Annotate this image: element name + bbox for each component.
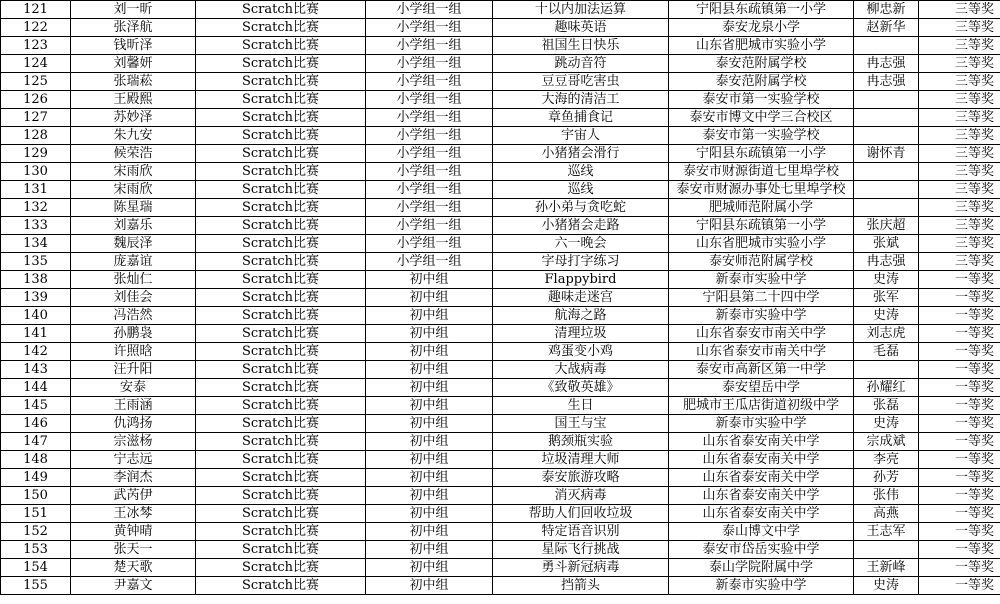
work-title-cell: 鹅颈瓶实验 [493,433,669,451]
competition-cell: Scratch比赛 [196,487,366,505]
student-name-cell: 宋雨欣 [71,163,196,181]
table-row [1,55,1000,73]
award-cell: 一等奖 [919,577,1000,595]
group-cell: 小学组一组 [366,253,493,271]
award-cell: 一等奖 [919,343,1000,361]
work-title-cell: 国王与宝 [493,415,669,433]
row-number-cell: 129 [1,145,71,163]
row-number-cell: 130 [1,163,71,181]
table-row [1,253,1000,271]
teacher-cell: 宗成斌 [854,433,919,451]
teacher-cell: 史涛 [854,307,919,325]
competition-cell: Scratch比赛 [196,343,366,361]
row-number-cell: 140 [1,307,71,325]
table-row [1,145,1000,163]
competition-cell: Scratch比赛 [196,109,366,127]
competition-cell: Scratch比赛 [196,163,366,181]
teacher-cell [854,91,919,109]
competition-cell: Scratch比赛 [196,199,366,217]
work-title-cell: 巡线 [493,181,669,199]
row-number-cell: 150 [1,487,71,505]
teacher-cell: 刘志虎 [854,325,919,343]
work-title-cell: 十以内加法运算 [493,1,669,19]
competition-cell: Scratch比赛 [196,379,366,397]
school-cell: 泰安望岳中学 [669,379,854,397]
award-cell: 三等奖 [919,199,1000,217]
student-name-cell: 张瑞菘 [71,73,196,91]
student-name-cell: 刘嘉乐 [71,217,196,235]
student-name-cell: 安泰 [71,379,196,397]
student-name-cell: 尹嘉文 [71,577,196,595]
school-cell: 宁阳县东疏镇第一小学 [669,1,854,19]
work-title-cell: 章鱼捕食记 [493,109,669,127]
student-name-cell: 候荣浩 [71,145,196,163]
group-cell: 小学组一组 [366,1,493,19]
school-cell: 新泰市实验中学 [669,271,854,289]
competition-cell: Scratch比赛 [196,253,366,271]
competition-cell: Scratch比赛 [196,523,366,541]
school-cell: 肥城市王瓜店街道初级中学 [669,397,854,415]
award-cell: 三等奖 [919,181,1000,199]
row-number-cell: 132 [1,199,71,217]
student-name-cell: 孙鹏袅 [71,325,196,343]
student-name-cell: 宁志远 [71,451,196,469]
row-number-cell: 123 [1,37,71,55]
student-name-cell: 陈星瑞 [71,199,196,217]
group-cell: 小学组一组 [366,73,493,91]
school-cell: 新泰市实验中学 [669,415,854,433]
table-row [1,127,1000,145]
row-number-cell: 154 [1,559,71,577]
competition-cell: Scratch比赛 [196,127,366,145]
table-row [1,37,1000,55]
teacher-cell: 张伟 [854,487,919,505]
group-cell: 初中组 [366,271,493,289]
award-cell: 一等奖 [919,505,1000,523]
award-cell: 一等奖 [919,451,1000,469]
work-title-cell: 泰安旅游攻略 [493,469,669,487]
award-cell: 三等奖 [919,19,1000,37]
competition-cell: Scratch比赛 [196,505,366,523]
row-number-cell: 124 [1,55,71,73]
student-name-cell: 王冰棽 [71,505,196,523]
school-cell: 泰安范附属学校 [669,55,854,73]
teacher-cell: 毛磊 [854,343,919,361]
competition-cell: Scratch比赛 [196,451,366,469]
table-row [1,1,1000,19]
row-number-cell: 134 [1,235,71,253]
row-number-cell: 128 [1,127,71,145]
award-cell: 三等奖 [919,37,1000,55]
competition-cell: Scratch比赛 [196,415,366,433]
group-cell: 小学组一组 [366,91,493,109]
work-title-cell: 宇宙人 [493,127,669,145]
row-number-cell: 125 [1,73,71,91]
row-number-cell: 149 [1,469,71,487]
award-cell: 一等奖 [919,379,1000,397]
group-cell: 初中组 [366,307,493,325]
school-cell: 泰安龙泉小学 [669,19,854,37]
table-row [1,163,1000,181]
teacher-cell: 史涛 [854,577,919,595]
award-cell: 一等奖 [919,487,1000,505]
group-cell: 初中组 [366,325,493,343]
table-row [1,361,1000,379]
table-row [1,541,1000,559]
competition-cell: Scratch比赛 [196,469,366,487]
table-row [1,271,1000,289]
school-cell: 宁阳县东疏镇第一小学 [669,217,854,235]
row-number-cell: 151 [1,505,71,523]
row-number-cell: 153 [1,541,71,559]
student-name-cell: 许照晗 [71,343,196,361]
student-name-cell: 汪升阳 [71,361,196,379]
group-cell: 初中组 [366,541,493,559]
work-title-cell: 帮助人们回收垃圾 [493,505,669,523]
group-cell: 小学组一组 [366,37,493,55]
school-cell: 新泰市实验中学 [669,307,854,325]
competition-cell: Scratch比赛 [196,397,366,415]
award-cell: 三等奖 [919,145,1000,163]
group-cell: 小学组一组 [366,199,493,217]
row-number-cell: 155 [1,577,71,595]
table-row [1,343,1000,361]
competition-cell: Scratch比赛 [196,37,366,55]
award-cell: 三等奖 [919,235,1000,253]
school-cell: 山东省泰安南关中学 [669,451,854,469]
student-name-cell: 朱九安 [71,127,196,145]
school-cell: 泰安市博文中学三合校区 [669,109,854,127]
work-title-cell: 垃圾清理大师 [493,451,669,469]
school-cell: 泰安市财源街道七里埠学校 [669,163,854,181]
award-cell: 一等奖 [919,361,1000,379]
teacher-cell [854,361,919,379]
table-row [1,325,1000,343]
table-row [1,307,1000,325]
award-cell: 三等奖 [919,163,1000,181]
award-cell: 一等奖 [919,307,1000,325]
teacher-cell: 冉志强 [854,55,919,73]
school-cell: 宁阳县第二十四中学 [669,289,854,307]
school-cell: 山东省泰安市南关中学 [669,325,854,343]
group-cell: 初中组 [366,289,493,307]
teacher-cell: 柳忠新 [854,1,919,19]
award-cell: 一等奖 [919,433,1000,451]
row-number-cell: 148 [1,451,71,469]
student-name-cell: 王殿熙 [71,91,196,109]
row-number-cell: 126 [1,91,71,109]
group-cell: 初中组 [366,505,493,523]
award-cell: 三等奖 [919,127,1000,145]
teacher-cell: 冉志强 [854,253,919,271]
award-cell: 一等奖 [919,469,1000,487]
row-number-cell: 152 [1,523,71,541]
teacher-cell: 王志军 [854,523,919,541]
table-row [1,577,1000,595]
row-number-cell: 146 [1,415,71,433]
work-title-cell: Flappybird [493,271,669,289]
teacher-cell [854,163,919,181]
table-row [1,289,1000,307]
teacher-cell [854,37,919,55]
teacher-cell: 高燕 [854,505,919,523]
row-number-cell: 121 [1,1,71,19]
row-number-cell: 122 [1,19,71,37]
work-title-cell: 巡线 [493,163,669,181]
award-cell: 三等奖 [919,91,1000,109]
student-name-cell: 宋雨欣 [71,181,196,199]
school-cell: 山东省泰安市南关中学 [669,343,854,361]
row-number-cell: 142 [1,343,71,361]
student-name-cell: 武芮伊 [71,487,196,505]
student-name-cell: 张灿仁 [71,271,196,289]
group-cell: 小学组一组 [366,217,493,235]
award-cell: 三等奖 [919,217,1000,235]
group-cell: 小学组一组 [366,235,493,253]
row-number-cell: 147 [1,433,71,451]
row-number-cell: 138 [1,271,71,289]
work-title-cell: 小猪猪会走路 [493,217,669,235]
teacher-cell [854,199,919,217]
school-cell: 山东省肥城市实验小学 [669,37,854,55]
student-name-cell: 刘佳会 [71,289,196,307]
competition-cell: Scratch比赛 [196,145,366,163]
row-number-cell: 133 [1,217,71,235]
award-cell: 一等奖 [919,541,1000,559]
group-cell: 初中组 [366,577,493,595]
student-name-cell: 宗滋杨 [71,433,196,451]
award-cell: 三等奖 [919,55,1000,73]
group-cell: 初中组 [366,451,493,469]
competition-cell: Scratch比赛 [196,55,366,73]
award-cell: 三等奖 [919,109,1000,127]
table-row [1,73,1000,91]
competition-cell: Scratch比赛 [196,19,366,37]
row-number-cell: 144 [1,379,71,397]
award-cell: 三等奖 [919,253,1000,271]
student-name-cell: 黄钟晴 [71,523,196,541]
row-number-cell: 135 [1,253,71,271]
award-cell: 一等奖 [919,559,1000,577]
competition-cell: Scratch比赛 [196,559,366,577]
school-cell: 泰安范附属学校 [669,73,854,91]
school-cell: 宁阳县东疏镇第一小学 [669,145,854,163]
table-row [1,523,1000,541]
student-name-cell: 刘馨妍 [71,55,196,73]
student-name-cell: 楚天歌 [71,559,196,577]
student-name-cell: 张泽航 [71,19,196,37]
teacher-cell: 王新峰 [854,559,919,577]
competition-cell: Scratch比赛 [196,577,366,595]
award-cell: 一等奖 [919,271,1000,289]
work-title-cell: 鸡蛋变小鸡 [493,343,669,361]
work-title-cell: 祖国生日快乐 [493,37,669,55]
competition-cell: Scratch比赛 [196,1,366,19]
group-cell: 初中组 [366,523,493,541]
table-row [1,415,1000,433]
work-title-cell: 清理垃圾 [493,325,669,343]
school-cell: 肥城师范附属小学 [669,199,854,217]
school-cell: 山东省泰安南关中学 [669,487,854,505]
table-row [1,181,1000,199]
school-cell: 泰山学院附属中学 [669,559,854,577]
student-name-cell: 苏妙泽 [71,109,196,127]
school-cell: 泰安市财源办事处七里埠学校 [669,181,854,199]
work-title-cell: 星际飞行挑战 [493,541,669,559]
row-number-cell: 143 [1,361,71,379]
group-cell: 初中组 [366,361,493,379]
table-row [1,469,1000,487]
work-title-cell: 航海之路 [493,307,669,325]
school-cell: 泰安市高新区第一中学 [669,361,854,379]
student-name-cell: 王雨涵 [71,397,196,415]
competition-cell: Scratch比赛 [196,361,366,379]
award-cell: 三等奖 [919,73,1000,91]
school-cell: 泰安市岱岳实验中学 [669,541,854,559]
table-row [1,91,1000,109]
student-name-cell: 魏辰泽 [71,235,196,253]
work-title-cell: 六一晚会 [493,235,669,253]
award-cell: 一等奖 [919,397,1000,415]
table-row [1,199,1000,217]
teacher-cell: 张军 [854,289,919,307]
group-cell: 初中组 [366,433,493,451]
group-cell: 初中组 [366,397,493,415]
school-cell: 山东省泰安南关中学 [669,505,854,523]
row-number-cell: 139 [1,289,71,307]
competition-cell: Scratch比赛 [196,307,366,325]
teacher-cell [854,541,919,559]
group-cell: 初中组 [366,343,493,361]
competition-cell: Scratch比赛 [196,325,366,343]
table-row [1,235,1000,253]
group-cell: 小学组一组 [366,127,493,145]
group-cell: 小学组一组 [366,19,493,37]
table-row [1,433,1000,451]
student-name-cell: 仇鸿扬 [71,415,196,433]
group-cell: 小学组一组 [366,55,493,73]
school-cell: 泰山博文中学 [669,523,854,541]
teacher-cell: 孙耀红 [854,379,919,397]
table-row [1,487,1000,505]
work-title-cell: 孙小弟与贪吃蛇 [493,199,669,217]
group-cell: 初中组 [366,469,493,487]
group-cell: 初中组 [366,379,493,397]
work-title-cell: 大战病毒 [493,361,669,379]
table-row [1,217,1000,235]
award-cell: 一等奖 [919,325,1000,343]
school-cell: 山东省泰安南关中学 [669,469,854,487]
table-row [1,109,1000,127]
competition-cell: Scratch比赛 [196,433,366,451]
group-cell: 初中组 [366,559,493,577]
student-name-cell: 庞嘉谊 [71,253,196,271]
work-title-cell: 特定语音识别 [493,523,669,541]
school-cell: 泰安师范附属学校 [669,253,854,271]
work-title-cell: 趣味英语 [493,19,669,37]
table-row [1,505,1000,523]
row-number-cell: 127 [1,109,71,127]
teacher-cell: 孙芳 [854,469,919,487]
award-cell: 一等奖 [919,523,1000,541]
school-cell: 泰安市第一实验学校 [669,127,854,145]
competition-cell: Scratch比赛 [196,541,366,559]
work-title-cell: 趣味走迷宫 [493,289,669,307]
table-row [1,451,1000,469]
competition-cell: Scratch比赛 [196,181,366,199]
group-cell: 小学组一组 [366,145,493,163]
competition-cell: Scratch比赛 [196,217,366,235]
student-name-cell: 钱昕泽 [71,37,196,55]
row-number-cell: 145 [1,397,71,415]
award-cell: 三等奖 [919,1,1000,19]
work-title-cell: 《致敬英雄》 [493,379,669,397]
teacher-cell: 谢怀青 [854,145,919,163]
teacher-cell [854,181,919,199]
work-title-cell: 豆豆哥吃害虫 [493,73,669,91]
teacher-cell: 赵新华 [854,19,919,37]
work-title-cell: 勇斗新冠病毒 [493,559,669,577]
teacher-cell: 冉志强 [854,73,919,91]
group-cell: 初中组 [366,487,493,505]
table-row [1,559,1000,577]
award-cell: 一等奖 [919,289,1000,307]
group-cell: 初中组 [366,415,493,433]
school-cell: 山东省泰安南关中学 [669,433,854,451]
group-cell: 小学组一组 [366,181,493,199]
table-row [1,19,1000,37]
row-number-cell: 131 [1,181,71,199]
competition-cell: Scratch比赛 [196,235,366,253]
award-cell: 一等奖 [919,415,1000,433]
competition-cell: Scratch比赛 [196,271,366,289]
competition-cell: Scratch比赛 [196,91,366,109]
work-title-cell: 消灭病毒 [493,487,669,505]
teacher-cell: 李亮 [854,451,919,469]
school-cell: 新泰市实验中学 [669,577,854,595]
student-name-cell: 刘一昕 [71,1,196,19]
teacher-cell: 张庆超 [854,217,919,235]
teacher-cell [854,109,919,127]
work-title-cell: 小猪猪会滑行 [493,145,669,163]
table-row [1,379,1000,397]
table-row [1,397,1000,415]
teacher-cell: 史涛 [854,271,919,289]
school-cell: 山东省肥城市实验小学 [669,235,854,253]
work-title-cell: 跳动音符 [493,55,669,73]
student-name-cell: 冯浩然 [71,307,196,325]
teacher-cell: 张斌 [854,235,919,253]
competition-cell: Scratch比赛 [196,289,366,307]
competition-cell: Scratch比赛 [196,73,366,91]
school-cell: 泰安市第一实验学校 [669,91,854,109]
work-title-cell: 大海的清洁工 [493,91,669,109]
student-name-cell: 李润杰 [71,469,196,487]
row-number-cell: 141 [1,325,71,343]
teacher-cell: 张磊 [854,397,919,415]
group-cell: 小学组一组 [366,109,493,127]
work-title-cell: 挡箭头 [493,577,669,595]
student-name-cell: 张天一 [71,541,196,559]
teacher-cell [854,127,919,145]
work-title-cell: 字母打字练习 [493,253,669,271]
group-cell: 小学组一组 [366,163,493,181]
work-title-cell: 生日 [493,397,669,415]
teacher-cell: 史涛 [854,415,919,433]
